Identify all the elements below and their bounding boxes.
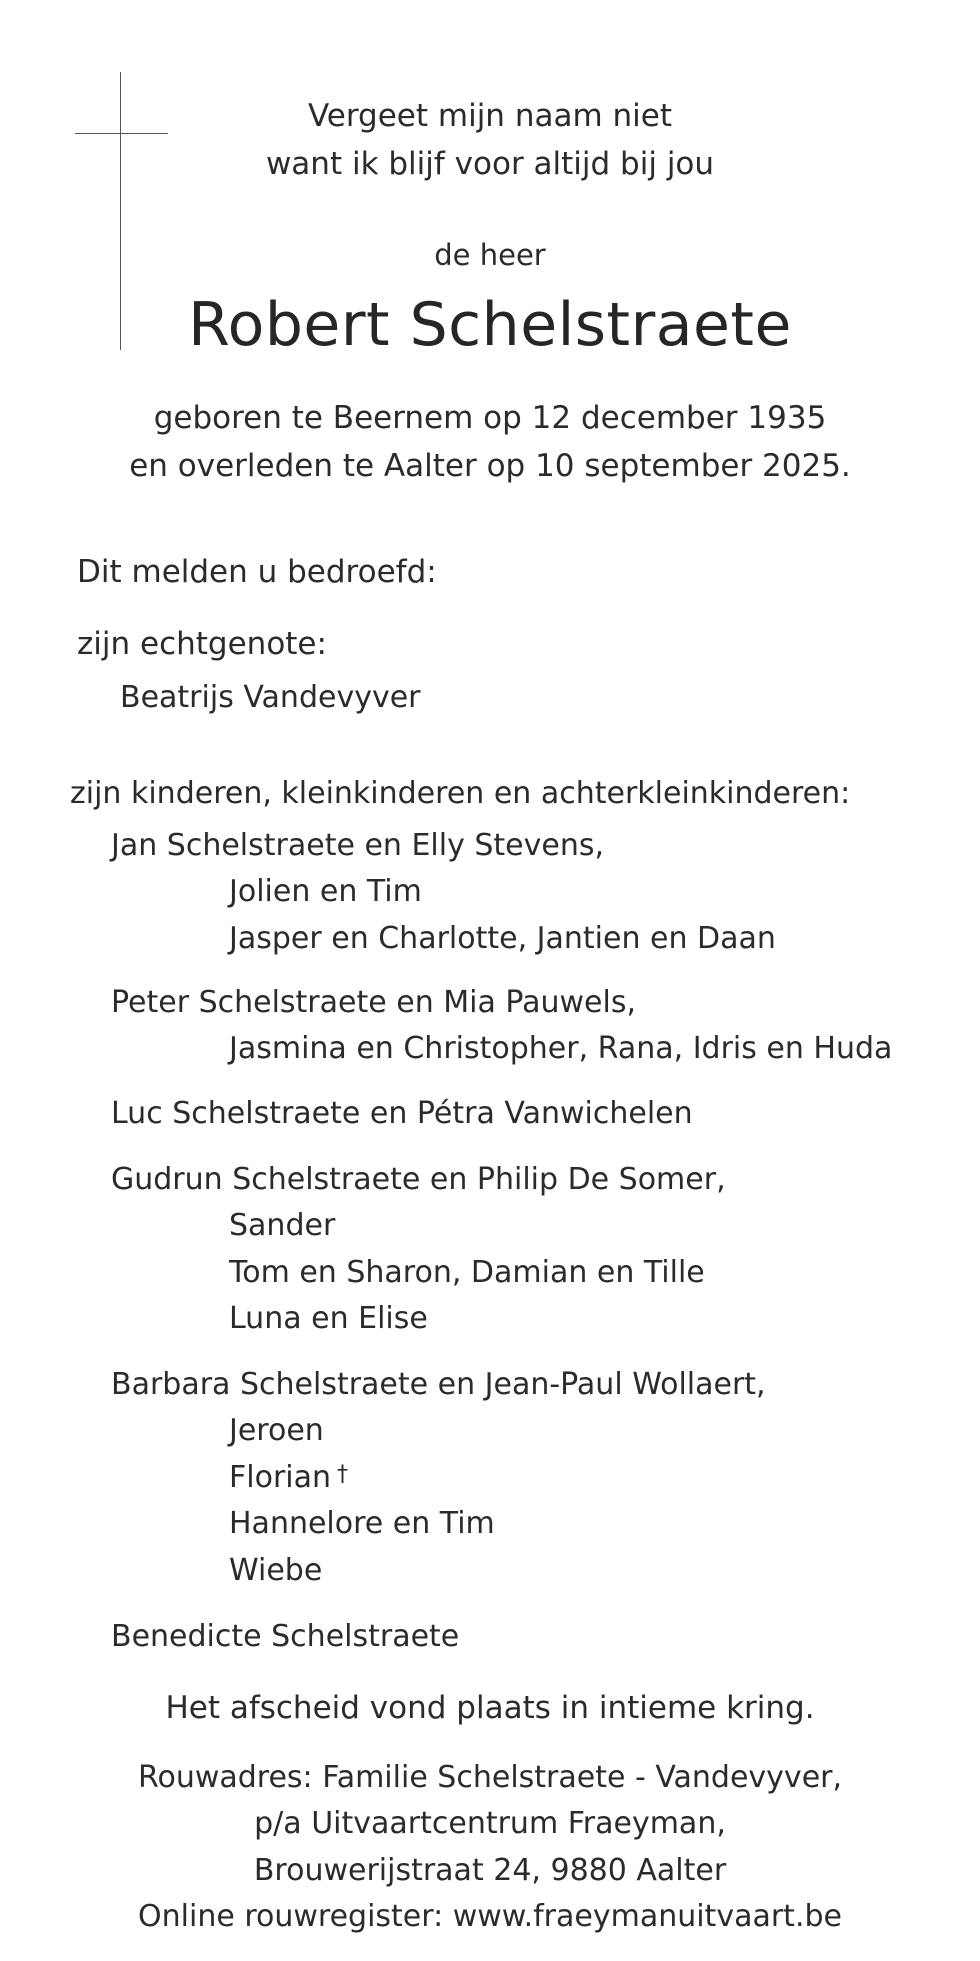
title-prefix: de heer bbox=[434, 238, 546, 272]
motto-line-2: want ik blijf voor altijd bij jou bbox=[265, 146, 715, 182]
child-name: Gudrun Schelstraete en Philip De Somer, bbox=[111, 1162, 726, 1197]
descendant-line: Sander bbox=[229, 1208, 336, 1243]
descendant-line: Wiebe bbox=[229, 1553, 323, 1588]
birth-line: geboren te Beernem op 12 december 1935 bbox=[153, 400, 827, 436]
descendant-line-deceased bbox=[229, 1460, 348, 1495]
descendant-line: Jolien en Tim bbox=[229, 874, 422, 909]
motto-line-1: Vergeet mijn naam niet bbox=[307, 98, 672, 134]
spouse-name: Beatrijs Vandevyver bbox=[120, 680, 421, 715]
online-register-link[interactable]: Online rouwregister: www.fraeymanuitvaart.be bbox=[138, 1899, 842, 1934]
descendant-line: Hannelore en Tim bbox=[229, 1506, 495, 1541]
child-name: Peter Schelstraete en Mia Pauwels, bbox=[111, 985, 637, 1020]
family-label: zijn kinderen, kleinkinderen en achterkleinkinderen: bbox=[70, 776, 851, 811]
announcement: Dit melden u bedroefd: bbox=[77, 554, 437, 590]
descendant-line: Jeroen bbox=[229, 1413, 324, 1448]
dagger-icon: † bbox=[337, 1462, 349, 1487]
address-line-3: Brouwerijstraat 24, 9880 Aalter bbox=[253, 1853, 727, 1888]
child-name: Benedicte Schelstraete bbox=[111, 1619, 460, 1654]
deceased-name: Robert Schelstraete bbox=[188, 290, 792, 360]
address-line-1: Rouwadres: Familie Schelstraete - Vandevyver, bbox=[137, 1760, 843, 1795]
farewell-notice: Het afscheid vond plaats in intieme kring. bbox=[165, 1690, 815, 1726]
descendant-name: Florian bbox=[229, 1460, 332, 1495]
child-name: Barbara Schelstraete en Jean-Paul Wollaert, bbox=[111, 1367, 766, 1402]
descendant-line: Jasper en Charlotte, Jantien en Daan bbox=[229, 921, 776, 956]
descendant-line: Tom en Sharon, Damian en Tille bbox=[229, 1255, 705, 1290]
child-name: Luc Schelstraete en Pétra Vanwichelen bbox=[111, 1096, 693, 1131]
child-name: Jan Schelstraete en Elly Stevens, bbox=[111, 828, 605, 863]
address-line-2: p/a Uitvaartcentrum Fraeyman, bbox=[254, 1806, 726, 1841]
descendant-line: Luna en Elise bbox=[229, 1301, 428, 1336]
descendant-line: Jasmina en Christopher, Rana, Idris en Huda bbox=[229, 1031, 893, 1066]
spouse-label: zijn echtgenote: bbox=[77, 626, 327, 662]
death-line: en overleden te Aalter op 10 september 2025. bbox=[129, 448, 851, 484]
